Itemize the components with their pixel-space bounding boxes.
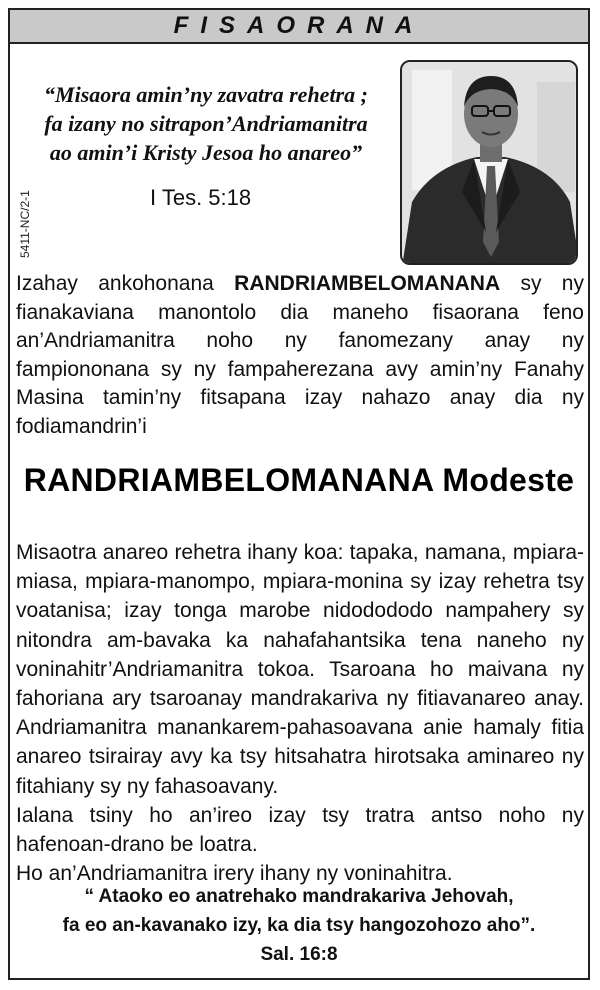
portrait-illustration [402,62,578,265]
apology-paragraph: Ialana tsiny ho an’ireo izay tsy tratra antso noho ny hafenoan-drano be loatra. [16,803,584,857]
closing-verse [10,882,588,969]
family-name: RANDRIAMBELOMANANA [234,272,501,295]
thanks-paragraph: Misaotra anareo rehetra ihany koa: tapaka, namana, mpiara-miasa, mpiara-manompo, mpiara-monina sy izay rehetra tsy voatanisa; izay tonga marobe nidodododo nampahery sy nitondra am-bavaka ka nahafahantsika tena naneho ny voninahitr’Andriamanitra tokoa. Tsaroana ho maivana ny fahoriana ary tsaroanay mandrakariva ny fitiavanareo anay. Andriamanitra manankarem-pahasoavana anie hamaly fitia anareo tsirairay avy ka tsy hitsahatra hirotsaka aminareo ny fitahiany sy ny fahasoavany. [16,541,584,798]
deceased-name: RANDRIAMBELOMANANA Modeste [23,462,575,498]
closing-reference: Sal. 16:8 [260,944,338,965]
intro-text-end: sy ny fianakaviana manontolo dia maneho fisaorana feno an’Andriamanitra noho ny fanomezany anay ny fampiononana sy ny fampaherezana avy amin’ny Fanahy Masina tamin’ny fitsapana izay nahazo anay dia ny fodiamandrin’i [16,272,584,438]
glory-paragraph: Ho an’Andriamanitra irery ihany ny voninahitra. [16,862,453,886]
thanks-body [16,538,584,888]
quote-line: ao amin’i Kristy Jesoa ho anareo” [49,140,363,165]
closing-line: “ Ataoko eo anatrehako mandrakariva Jehovah, [84,886,514,907]
quote-line: fa izany no sitrapon’Andriamanitra [44,111,368,136]
header-bar [10,10,588,44]
quote-reference: I Tes. 5:18 [150,185,252,210]
intro-text-start: Izahay ankohonana [16,272,235,295]
closing-line: fa eo an-kavanako izy, ka dia tsy hangozohozo aho”. [62,915,536,936]
notice-title: FISAORANA [173,12,425,39]
ad-reference-code: 5411-NC/2-1 [18,190,32,258]
intro-paragraph [16,270,584,441]
portrait-photo [400,60,578,265]
quote-line: “Misaora amin’ny zavatra rehetra ; [44,82,368,107]
bible-quote [20,80,392,167]
